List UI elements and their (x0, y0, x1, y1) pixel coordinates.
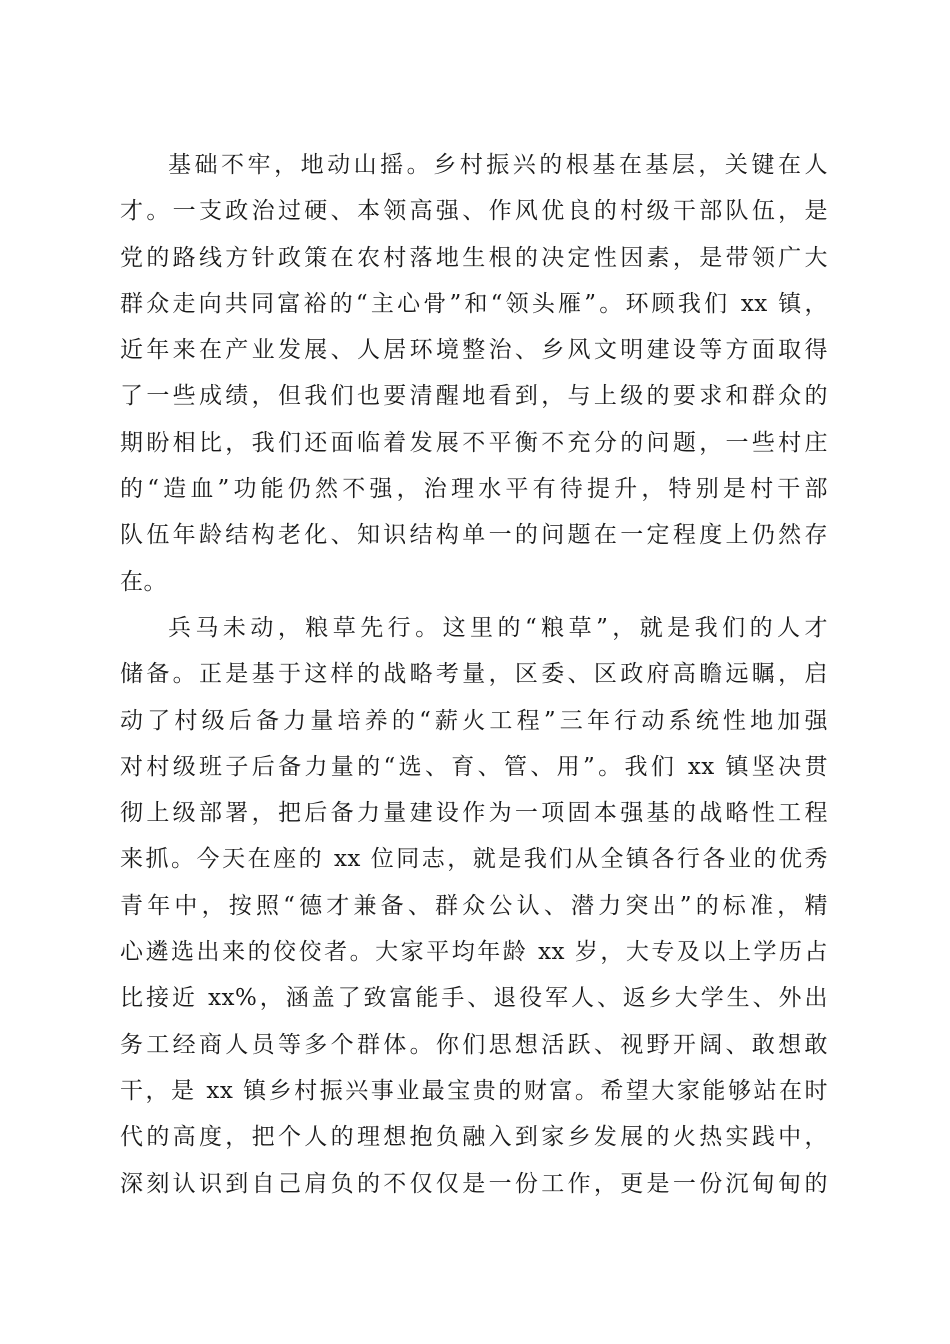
paragraph-2-line: 动了村级后备力量培养的“薪火工程”三年行动系统性地加强 (120, 707, 828, 734)
paragraph-1-line: 在。 (120, 568, 167, 595)
paragraph-1-line: 期盼相比，我们还面临着发展不平衡不充分的问题，一些村庄 (120, 429, 828, 456)
paragraph-2-line: 青年中，按照“德才兼备、群众公认、潜力突出”的标准，精 (120, 892, 828, 919)
paragraph-2-line: 储备。正是基于这样的战略考量，区委、区政府高瞻远瞩，启 (120, 661, 828, 688)
paragraph-2-line: 代的高度，把个人的理想抱负融入到家乡发展的火热实践中， (120, 1124, 828, 1151)
paragraph-2-line: 来抓。今天在座的 xx 位同志，就是我们从全镇各行各业的优秀 (120, 846, 828, 873)
paragraph-1-line: 基础不牢，地动山摇。乡村振兴的根基在基层，关键在人 (168, 152, 828, 178)
paragraph-1-line: 群众走向共同富裕的“主心骨”和“领头雁”。环顾我们 xx 镇， (120, 290, 828, 317)
paragraph-2-line: 务工经商人员等多个群体。你们思想活跃、视野开阔、敢想敢 (120, 1031, 828, 1058)
paragraph-2-line: 比接近 xx%，涵盖了致富能手、退役军人、返乡大学生、外出 (120, 985, 828, 1012)
paragraph-2-line: 对村级班子后备力量的“选、育、管、用”。我们 xx 镇坚决贯 (120, 753, 828, 780)
paragraph-2-line: 兵马未动，粮草先行。这里的“粮草”，就是我们的人才 (168, 614, 828, 641)
paragraph-1-line: 才。一支政治过硬、本领高强、作风优良的村级干部队伍，是 (120, 198, 828, 225)
paragraph-2-line: 干，是 xx 镇乡村振兴事业最宝贵的财富。希望大家能够站在时 (120, 1077, 828, 1104)
body-text (120, 142, 828, 1207)
paragraph-1-line: 的“造血”功能仍然不强，治理水平有待提升，特别是村干部 (120, 476, 828, 503)
paragraph-2-line: 心遴选出来的佼佼者。大家平均年龄 xx 岁，大专及以上学历占 (120, 939, 828, 966)
paragraph-2-line: 深刻认识到自己肩负的不仅仅是一份工作，更是一份沉甸甸的 (120, 1170, 828, 1197)
paragraph-2-line: 彻上级部署，把后备力量建设作为一项固本强基的战略性工程 (120, 800, 828, 827)
paragraph-1-line: 了一些成绩，但我们也要清醒地看到，与上级的要求和群众的 (120, 383, 828, 410)
paragraph-1-line: 党的路线方针政策在农村落地生根的决定性因素，是带领广大 (120, 244, 828, 271)
paragraph-1-line: 队伍年龄结构老化、知识结构单一的问题在一定程度上仍然存 (120, 522, 828, 549)
paragraph-1-line: 近年来在产业发展、人居环境整治、乡风文明建设等方面取得 (120, 337, 828, 364)
